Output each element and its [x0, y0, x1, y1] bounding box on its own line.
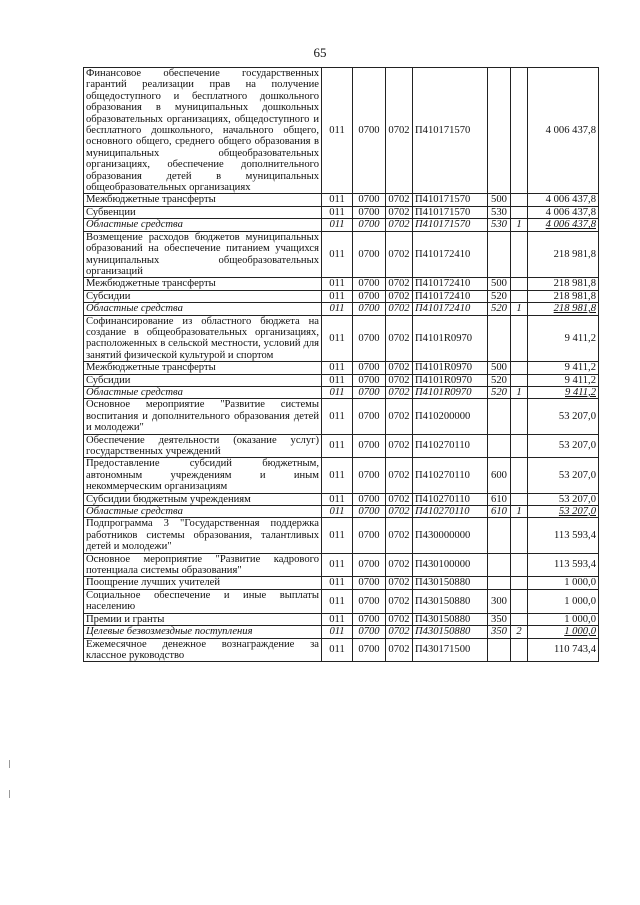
subsection-code: 0702 — [386, 303, 413, 315]
amount: 1 000,0 — [528, 577, 599, 589]
ministry-code: 011 — [322, 518, 353, 553]
expense-type-code: 520 — [488, 303, 511, 315]
expense-type-code — [488, 399, 511, 434]
amount: 113 593,4 — [528, 553, 599, 577]
funding-source-code — [511, 278, 528, 290]
table-row — [84, 577, 599, 589]
target-article-code: П430150880 — [413, 613, 488, 625]
subsection-code: 0702 — [386, 638, 413, 662]
row-name: Целевые безвозмездные поступления — [84, 626, 322, 638]
ministry-code: 011 — [322, 303, 353, 315]
section-code: 0700 — [353, 278, 386, 290]
table-row — [84, 434, 599, 458]
expense-type-code — [488, 638, 511, 662]
ministry-code: 011 — [322, 577, 353, 589]
target-article-code: П430150880 — [413, 577, 488, 589]
amount: 218 981,8 — [528, 303, 599, 315]
table-row — [84, 626, 599, 638]
row-name: Возмещение расходов бюджетов муниципальных образований на обеспечение питанием учащихся муниципальных общеобразовательных организаций — [84, 231, 322, 278]
subsection-code: 0702 — [386, 518, 413, 553]
funding-source-code — [511, 518, 528, 553]
subsection-code: 0702 — [386, 231, 413, 278]
row-name: Социальное обеспечение и иные выплаты населению — [84, 589, 322, 613]
subsection-code: 0702 — [386, 434, 413, 458]
row-name: Обеспечение деятельности (оказание услуг) государственных учреждений — [84, 434, 322, 458]
section-code: 0700 — [353, 362, 386, 374]
funding-source-code: 1 — [511, 506, 528, 518]
funding-source-code — [511, 589, 528, 613]
ministry-code: 011 — [322, 458, 353, 493]
amount: 110 743,4 — [528, 638, 599, 662]
row-name: Ежемесячное денежное вознаграждение за классное руководство — [84, 638, 322, 662]
subsection-code: 0702 — [386, 290, 413, 302]
ministry-code: 011 — [322, 493, 353, 505]
section-code: 0700 — [353, 458, 386, 493]
amount: 218 981,8 — [528, 278, 599, 290]
section-code: 0700 — [353, 315, 386, 362]
funding-source-code — [511, 553, 528, 577]
target-article-code: П410171570 — [413, 68, 488, 194]
subsection-code: 0702 — [386, 68, 413, 194]
funding-source-code — [511, 231, 528, 278]
table-row — [84, 458, 599, 493]
subsection-code: 0702 — [386, 553, 413, 577]
expense-type-code: 610 — [488, 506, 511, 518]
target-article-code: П410172410 — [413, 231, 488, 278]
subsection-code: 0702 — [386, 315, 413, 362]
funding-source-code — [511, 68, 528, 194]
table-row — [84, 374, 599, 386]
row-name: Областные средства — [84, 303, 322, 315]
target-article-code: П430150880 — [413, 589, 488, 613]
target-article-code: П410270110 — [413, 493, 488, 505]
expense-type-code — [488, 577, 511, 589]
ministry-code: 011 — [322, 278, 353, 290]
row-name: Финансовое обеспечение государственных гарантий реализации прав на получение общедоступного и бесплатного дошкольного образования в муниципальных дошкольных образовательных организациях, общедоступного и бесплатного дошкольного, начального общего, основного общего, среднего общего образования в муниципальных общеобразовательных организациях, обеспечение дополнительного образования детей в муниципальных общеобразовательных организациях — [84, 68, 322, 194]
target-article-code: П430100000 — [413, 553, 488, 577]
section-code: 0700 — [353, 434, 386, 458]
row-name: Премии и гранты — [84, 613, 322, 625]
subsection-code: 0702 — [386, 626, 413, 638]
funding-source-code — [511, 493, 528, 505]
row-name: Субсидии — [84, 374, 322, 386]
row-name: Областные средства — [84, 506, 322, 518]
ministry-code: 011 — [322, 68, 353, 194]
amount: 4 006 437,8 — [528, 194, 599, 206]
amount: 9 411,2 — [528, 362, 599, 374]
section-code: 0700 — [353, 194, 386, 206]
ministry-code: 011 — [322, 362, 353, 374]
expense-type-code — [488, 553, 511, 577]
section-code: 0700 — [353, 386, 386, 398]
ministry-code: 011 — [322, 206, 353, 218]
target-article-code: П410171570 — [413, 219, 488, 231]
ministry-code: 011 — [322, 613, 353, 625]
expense-type-code: 520 — [488, 374, 511, 386]
table-row — [84, 589, 599, 613]
amount: 218 981,8 — [528, 290, 599, 302]
table-row — [84, 231, 599, 278]
row-name: Субвенции — [84, 206, 322, 218]
subsection-code: 0702 — [386, 278, 413, 290]
section-code: 0700 — [353, 68, 386, 194]
funding-source-code — [511, 434, 528, 458]
ministry-code: 011 — [322, 219, 353, 231]
subsection-code: 0702 — [386, 577, 413, 589]
funding-source-code: 2 — [511, 626, 528, 638]
target-article-code: П4101R0970 — [413, 374, 488, 386]
ministry-code: 011 — [322, 589, 353, 613]
row-name: Поощрение лучших учителей — [84, 577, 322, 589]
amount: 1 000,0 — [528, 589, 599, 613]
section-code: 0700 — [353, 219, 386, 231]
section-code: 0700 — [353, 303, 386, 315]
section-code: 0700 — [353, 613, 386, 625]
subsection-code: 0702 — [386, 399, 413, 434]
ministry-code: 011 — [322, 386, 353, 398]
funding-source-code — [511, 638, 528, 662]
subsection-code: 0702 — [386, 613, 413, 625]
amount: 9 411,2 — [528, 386, 599, 398]
section-code: 0700 — [353, 399, 386, 434]
funding-source-code — [511, 399, 528, 434]
ministry-code: 011 — [322, 638, 353, 662]
amount: 1 000,0 — [528, 626, 599, 638]
section-code: 0700 — [353, 518, 386, 553]
target-article-code: П410270110 — [413, 434, 488, 458]
target-article-code: П410171570 — [413, 194, 488, 206]
section-code: 0700 — [353, 206, 386, 218]
funding-source-code — [511, 362, 528, 374]
ministry-code: 011 — [322, 374, 353, 386]
subsection-code: 0702 — [386, 374, 413, 386]
subsection-code: 0702 — [386, 386, 413, 398]
funding-source-code — [511, 290, 528, 302]
funding-source-code — [511, 458, 528, 493]
ministry-code: 011 — [322, 315, 353, 362]
target-article-code: П4101R0970 — [413, 386, 488, 398]
row-name: Основное мероприятие "Развитие системы воспитания и дополнительного образования детей и молодежи" — [84, 399, 322, 434]
ministry-code: 011 — [322, 553, 353, 577]
subsection-code: 0702 — [386, 506, 413, 518]
section-code: 0700 — [353, 374, 386, 386]
expense-type-code: 500 — [488, 362, 511, 374]
target-article-code: П410171570 — [413, 206, 488, 218]
section-code: 0700 — [353, 506, 386, 518]
table-row — [84, 362, 599, 374]
funding-source-code: 1 — [511, 386, 528, 398]
target-article-code: П410172410 — [413, 278, 488, 290]
row-name: Основное мероприятие "Развитие кадрового потенциала системы образования" — [84, 553, 322, 577]
amount: 9 411,2 — [528, 315, 599, 362]
funding-source-code: 1 — [511, 219, 528, 231]
expense-type-code: 530 — [488, 219, 511, 231]
amount: 53 207,0 — [528, 399, 599, 434]
budget-table — [83, 67, 599, 662]
ministry-code: 011 — [322, 506, 353, 518]
ministry-code: 011 — [322, 290, 353, 302]
amount: 4 006 437,8 — [528, 206, 599, 218]
section-code: 0700 — [353, 626, 386, 638]
subsection-code: 0702 — [386, 493, 413, 505]
funding-source-code — [511, 315, 528, 362]
row-name: Софинансирование из областного бюджета на создание в общеобразовательных организациях, расположенных в сельской местности, условий для занятий физической культурой и спортом — [84, 315, 322, 362]
amount: 113 593,4 — [528, 518, 599, 553]
row-name: Межбюджетные трансферты — [84, 278, 322, 290]
row-name: Субсидии — [84, 290, 322, 302]
expense-type-code: 500 — [488, 194, 511, 206]
funding-source-code — [511, 194, 528, 206]
table-row — [84, 613, 599, 625]
funding-source-code — [511, 374, 528, 386]
expense-type-code — [488, 68, 511, 194]
target-article-code: П430000000 — [413, 518, 488, 553]
expense-type-code: 300 — [488, 589, 511, 613]
ministry-code: 011 — [322, 399, 353, 434]
amount: 4 006 437,8 — [528, 219, 599, 231]
funding-source-code — [511, 613, 528, 625]
target-article-code: П410270110 — [413, 506, 488, 518]
target-article-code: П430150880 — [413, 626, 488, 638]
expense-type-code: 350 — [488, 613, 511, 625]
row-name: Межбюджетные трансферты — [84, 194, 322, 206]
expense-type-code: 520 — [488, 386, 511, 398]
row-name: Субсидии бюджетным учреждениям — [84, 493, 322, 505]
table-row — [84, 399, 599, 434]
section-code: 0700 — [353, 589, 386, 613]
ministry-code: 011 — [322, 194, 353, 206]
table-row — [84, 219, 599, 231]
table-row — [84, 315, 599, 362]
row-name: Предоставление субсидий бюджетным, автономным учреждениям и иным некоммерческим организациям — [84, 458, 322, 493]
subsection-code: 0702 — [386, 194, 413, 206]
target-article-code: П430171500 — [413, 638, 488, 662]
subsection-code: 0702 — [386, 206, 413, 218]
table-row — [84, 194, 599, 206]
expense-type-code: 520 — [488, 290, 511, 302]
row-name: Межбюджетные трансферты — [84, 362, 322, 374]
table-row — [84, 290, 599, 302]
amount: 53 207,0 — [528, 493, 599, 505]
table-row — [84, 518, 599, 553]
amount: 53 207,0 — [528, 458, 599, 493]
expense-type-code: 500 — [488, 278, 511, 290]
expense-type-code — [488, 518, 511, 553]
amount: 53 207,0 — [528, 434, 599, 458]
amount: 218 981,8 — [528, 231, 599, 278]
row-name: Областные средства — [84, 219, 322, 231]
target-article-code: П410172410 — [413, 290, 488, 302]
funding-source-code: 1 — [511, 303, 528, 315]
row-name: Областные средства — [84, 386, 322, 398]
expense-type-code — [488, 315, 511, 362]
section-code: 0700 — [353, 290, 386, 302]
amount: 9 411,2 — [528, 374, 599, 386]
table-row — [84, 553, 599, 577]
table-row — [84, 638, 599, 662]
scan-mark — [9, 790, 10, 798]
subsection-code: 0702 — [386, 362, 413, 374]
expense-type-code: 530 — [488, 206, 511, 218]
page-number: 65 — [313, 45, 327, 60]
row-name: Подпрограмма 3 "Государственная поддержка работников системы образования, талантливых детей и молодежи" — [84, 518, 322, 553]
section-code: 0700 — [353, 638, 386, 662]
table-row — [84, 206, 599, 218]
target-article-code: П410200000 — [413, 399, 488, 434]
subsection-code: 0702 — [386, 589, 413, 613]
table-row — [84, 493, 599, 505]
funding-source-code — [511, 577, 528, 589]
subsection-code: 0702 — [386, 219, 413, 231]
ministry-code: 011 — [322, 626, 353, 638]
scan-mark — [9, 760, 10, 768]
subsection-code: 0702 — [386, 458, 413, 493]
amount: 4 006 437,8 — [528, 68, 599, 194]
expense-type-code: 600 — [488, 458, 511, 493]
target-article-code: П410270110 — [413, 458, 488, 493]
table-row — [84, 68, 599, 194]
funding-source-code — [511, 206, 528, 218]
section-code: 0700 — [353, 553, 386, 577]
section-code: 0700 — [353, 577, 386, 589]
table-row — [84, 303, 599, 315]
section-code: 0700 — [353, 231, 386, 278]
ministry-code: 011 — [322, 231, 353, 278]
target-article-code: П4101R0970 — [413, 362, 488, 374]
section-code: 0700 — [353, 493, 386, 505]
expense-type-code — [488, 231, 511, 278]
expense-type-code — [488, 434, 511, 458]
target-article-code: П4101R0970 — [413, 315, 488, 362]
table-row — [84, 278, 599, 290]
expense-type-code: 610 — [488, 493, 511, 505]
expense-type-code: 350 — [488, 626, 511, 638]
table-row — [84, 506, 599, 518]
table-row — [84, 386, 599, 398]
amount: 53 207,0 — [528, 506, 599, 518]
ministry-code: 011 — [322, 434, 353, 458]
target-article-code: П410172410 — [413, 303, 488, 315]
amount: 1 000,0 — [528, 613, 599, 625]
